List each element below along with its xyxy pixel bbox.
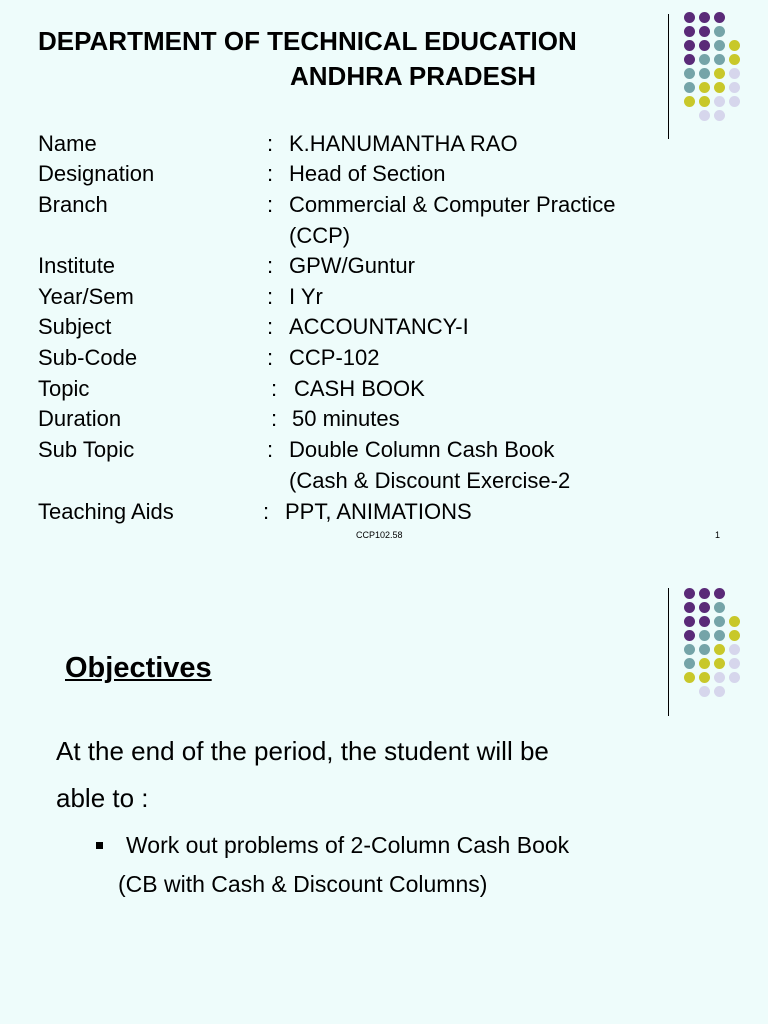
decorative-dot — [699, 588, 710, 599]
department-title: DEPARTMENT OF TECHNICAL EDUCATION — [38, 26, 577, 56]
objectives-title: Objectives — [65, 652, 212, 684]
info-value: GPW/Guntur — [289, 253, 415, 278]
info-label: Name — [38, 131, 97, 156]
decorative-dot — [699, 82, 710, 93]
info-label: Subject — [38, 314, 112, 339]
footer-code: CCP102.58 — [356, 530, 403, 540]
info-label: Topic — [38, 376, 90, 401]
info-label: Institute — [38, 253, 116, 278]
decorative-dot — [714, 644, 725, 655]
decorative-dot — [699, 12, 710, 23]
decorative-dot — [714, 26, 725, 37]
info-colon: : — [267, 253, 274, 278]
info-value: I Yr — [289, 284, 323, 309]
decorative-dot — [699, 644, 710, 655]
decorative-dot — [714, 68, 725, 79]
decorative-dot — [699, 26, 710, 37]
info-colon: : — [267, 284, 274, 309]
decorative-dot-grid — [684, 12, 740, 122]
info-value: K.HANUMANTHA RAO — [289, 131, 518, 156]
decorative-dot-grid — [684, 588, 740, 698]
decorative-dot — [699, 616, 710, 627]
info-colon: : — [267, 192, 274, 217]
decorative-dot — [714, 96, 725, 107]
decorative-dot — [684, 630, 695, 641]
bullet-square-icon — [96, 842, 103, 849]
intro-line-1: At the end of the period, the student will be — [56, 736, 549, 766]
decorative-dot — [714, 82, 725, 93]
decorative-dot — [684, 96, 695, 107]
decorative-dot — [714, 602, 725, 613]
decorative-dot — [714, 40, 725, 51]
decorative-dot — [729, 54, 740, 65]
decorative-dot — [684, 12, 695, 23]
decorative-dot — [699, 40, 710, 51]
intro-line-2: able to : — [56, 783, 149, 813]
info-colon: : — [271, 406, 278, 431]
info-label: Branch — [38, 192, 108, 217]
info-colon: : — [267, 131, 274, 156]
info-label: Designation — [38, 161, 155, 186]
decorative-dot — [729, 644, 740, 655]
decorative-dot — [684, 54, 695, 65]
decorative-dot — [699, 672, 710, 683]
objective-bullet: Work out problems of 2-Column Cash Book — [126, 832, 570, 858]
info-colon: : — [267, 437, 274, 462]
decorative-dot — [729, 630, 740, 641]
decorative-dot — [699, 658, 710, 669]
info-colon: : — [263, 499, 270, 524]
decorative-dot — [684, 672, 695, 683]
decorative-dot — [729, 82, 740, 93]
decorative-dot — [714, 630, 725, 641]
decorative-dot — [684, 82, 695, 93]
decorative-dot — [684, 644, 695, 655]
decorative-dot — [684, 26, 695, 37]
info-label: Teaching Aids — [38, 499, 174, 524]
decorative-dot — [729, 96, 740, 107]
decorative-dot — [684, 602, 695, 613]
objective-bullet-continuation: (CB with Cash & Discount Columns) — [118, 871, 488, 897]
decorative-dot — [684, 68, 695, 79]
decorative-dot — [729, 658, 740, 669]
decorative-dot — [714, 672, 725, 683]
info-value: Head of Section — [289, 161, 446, 186]
divider-line — [668, 14, 669, 139]
decorative-dot — [714, 616, 725, 627]
page-number: 1 — [715, 530, 721, 540]
info-label: Sub-Code — [38, 345, 138, 370]
decorative-dot — [684, 616, 695, 627]
decorative-dot — [729, 40, 740, 51]
decorative-dot — [699, 602, 710, 613]
decorative-dot — [714, 658, 725, 669]
info-value: Double Column Cash Book — [289, 437, 555, 462]
info-value-continuation: (CCP) — [289, 223, 351, 248]
decorative-dot — [684, 588, 695, 599]
info-value-continuation: (Cash & Discount Exercise-2 — [289, 468, 571, 493]
decorative-dot — [699, 110, 710, 121]
info-colon: : — [267, 161, 274, 186]
divider-line — [668, 588, 669, 716]
info-value: 50 minutes — [292, 406, 400, 431]
info-colon: : — [271, 376, 278, 401]
info-label: Duration — [38, 406, 122, 431]
decorative-dot — [729, 68, 740, 79]
info-value: ACCOUNTANCY-I — [289, 314, 469, 339]
info-value: CCP-102 — [289, 345, 380, 370]
decorative-dot — [714, 686, 725, 697]
info-value: CASH BOOK — [294, 376, 425, 401]
state-title: ANDHRA PRADESH — [290, 61, 537, 91]
decorative-dot — [714, 54, 725, 65]
info-value: Commercial & Computer Practice — [289, 192, 616, 217]
decorative-dot — [699, 68, 710, 79]
info-colon: : — [267, 345, 274, 370]
info-label: Year/Sem — [38, 284, 134, 309]
slide-2 — [0, 566, 768, 1024]
info-colon: : — [267, 314, 274, 339]
decorative-dot — [699, 96, 710, 107]
decorative-dot — [714, 588, 725, 599]
decorative-dot — [714, 110, 725, 121]
decorative-dot — [699, 54, 710, 65]
decorative-dot — [684, 658, 695, 669]
info-label: Sub Topic — [38, 437, 135, 462]
decorative-dot — [684, 40, 695, 51]
decorative-dot — [729, 616, 740, 627]
info-value: PPT, ANIMATIONS — [285, 499, 472, 524]
decorative-dot — [729, 672, 740, 683]
decorative-dot — [699, 686, 710, 697]
decorative-dot — [714, 12, 725, 23]
decorative-dot — [699, 630, 710, 641]
